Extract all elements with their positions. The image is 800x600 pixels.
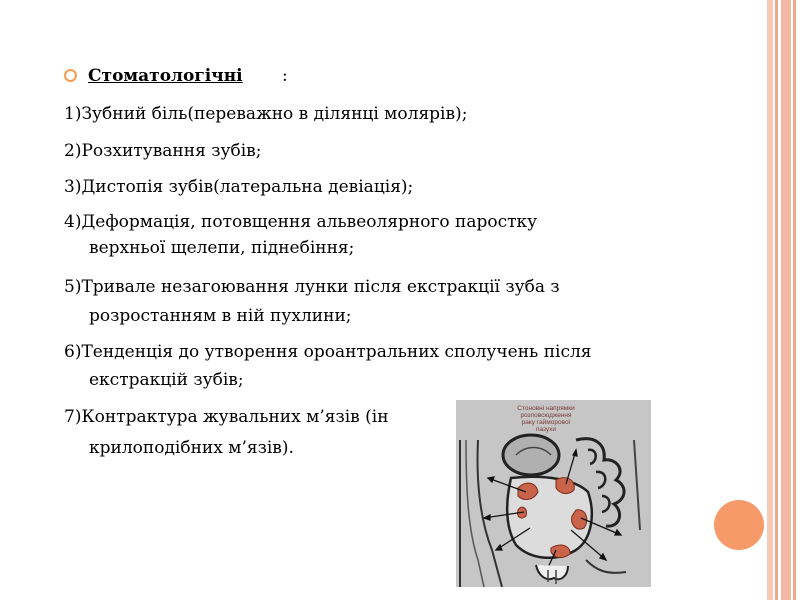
- heading-colon: :: [282, 66, 288, 86]
- list-item-continuation: крилоподібних м’язів).: [89, 438, 294, 458]
- decor-stripe: [781, 0, 791, 600]
- list-item: 3)Дистопія зубів(латеральна девіація);: [64, 177, 414, 197]
- list-item: 4)Деформація, потовщення альвеолярного паростку: [64, 212, 538, 232]
- list-item: 7)Контрактура жувальних м’язів (ін: [64, 407, 389, 427]
- list-item-continuation: екстракцій зубів;: [89, 370, 244, 390]
- list-item: 2)Розхитування зубів;: [64, 141, 262, 161]
- sinus-cancer-diagram: [456, 400, 651, 587]
- decor-circle: [714, 500, 764, 550]
- decor-stripe: [793, 0, 796, 600]
- figure-caption: Стоновні напрямки: [517, 405, 575, 412]
- figure-caption: розповсюдження: [520, 412, 572, 419]
- list-item-continuation: розростанням в ній пухлини;: [89, 306, 352, 326]
- anatomy-figure: [456, 400, 651, 587]
- section-heading: Стоматологічні: [88, 66, 243, 86]
- figure-caption: пазухи: [535, 426, 557, 433]
- bullet-icon: [64, 69, 77, 82]
- list-item: 5)Тривале незагоювання лунки після екстракції зуба з: [64, 277, 560, 297]
- decor-stripe: [767, 0, 773, 600]
- list-item: 6)Тенденція до утворення ороантральних сполучень після: [64, 342, 592, 362]
- list-item: 1)Зубний біль(переважно в ділянці молярів);: [64, 104, 468, 124]
- figure-caption: раку гайморової: [521, 419, 571, 426]
- list-item-continuation: верхньої щелепи, піднебіння;: [89, 238, 355, 258]
- decor-stripe: [775, 0, 778, 600]
